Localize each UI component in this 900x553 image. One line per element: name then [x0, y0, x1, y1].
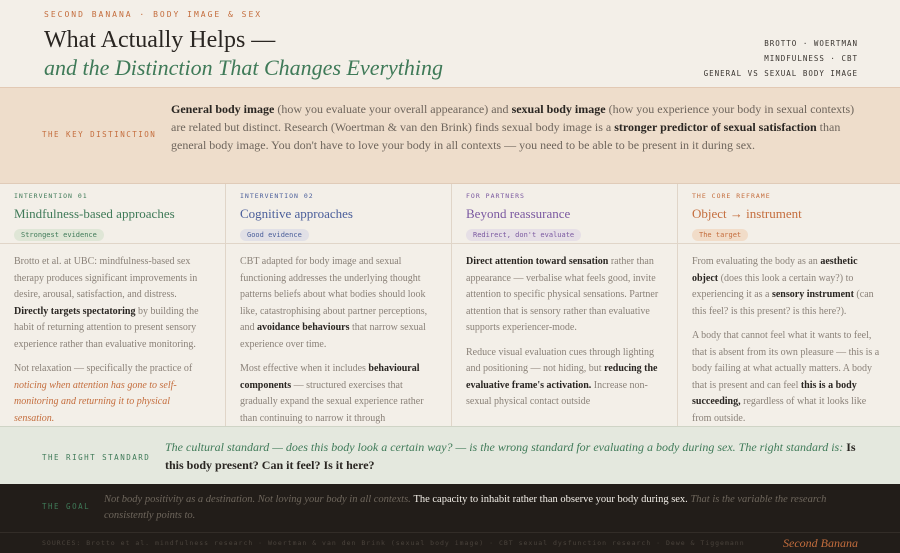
- card-text: Brotto et al. at UBC: mindfulness-based sex therapy produces significant improvements in desire, arousal, satisfaction, and distress.: [14, 256, 198, 300]
- goal-section: [0, 484, 900, 553]
- evidence-badge: Good evidence: [240, 229, 309, 241]
- card-tag: INTERVENTION 01: [14, 192, 88, 200]
- card-text: Not relaxation — specifically the practice of: [14, 363, 193, 374]
- goal-text-part: That is the variable the research consistently points to.: [104, 494, 827, 521]
- card-text: A body that cannot feel what it wants to feel, that is absent from its own pleasure — this is a body failing at what actually matters. A body that is present and can feel: [692, 330, 880, 391]
- card-text: Increase non-sexual physical contact outside: [466, 379, 648, 407]
- card-paragraph: [240, 254, 437, 353]
- card-text: (does this look a certain way?) to experiencing it as a: [692, 272, 854, 300]
- card-emphasis: avoidance behaviours: [256, 322, 350, 333]
- card-highlight: noticing when attention has gone to self-monitoring and returning it to physical sensation.: [14, 379, 177, 424]
- card-header: [678, 184, 900, 244]
- card-title: Object → instrument: [692, 206, 802, 221]
- header-tag: MINDFULNESS · CBT: [764, 54, 858, 63]
- goal-label: THE GOAL: [42, 502, 91, 511]
- card-emphasis: aesthetic object: [692, 256, 858, 284]
- standard-emphasis: Is this body present? Can it feel? Is it here?: [165, 440, 856, 472]
- right-standard-text: [165, 438, 865, 474]
- card-emphasis: this is a body succeeding,: [692, 379, 857, 407]
- card-text: rather than appearance — verbalise what feels good, invite attention to specific physical sensations. Partner attention that is sensory rather than evaluative supports experiencer-mode.: [466, 256, 659, 333]
- card-tag: INTERVENTION 02: [240, 192, 314, 200]
- card-body: [226, 244, 451, 426]
- divider: [0, 532, 900, 533]
- header-tag: GENERAL VS SEXUAL BODY IMAGE: [703, 69, 858, 78]
- card-emphasis: sensory instrument: [771, 289, 854, 300]
- header: [0, 0, 900, 88]
- card-paragraph: [466, 254, 663, 337]
- card-body: [678, 244, 900, 426]
- card-core-reframe: [678, 184, 900, 426]
- card-paragraph: [14, 361, 211, 426]
- card-body: [0, 244, 225, 426]
- card-emphasis: Directly targets spectatoring: [14, 305, 136, 317]
- header-kicker: SECOND BANANA · BODY IMAGE & SEX: [44, 10, 263, 19]
- card-text: regardless of what it looks like from outside.: [692, 396, 867, 424]
- key-distinction-label: THE KEY DISTINCTION: [42, 130, 157, 139]
- page-title: What Actually Helps —: [44, 27, 276, 53]
- key-term: stronger predictor of sexual satisfaction: [614, 120, 817, 134]
- key-text: than general body image. You don't have to love your body in all contexts — you need to be able to be present in it during sex.: [171, 120, 841, 152]
- key-text: (how you experience your body in sexual contexts) are related but distinct. Research (Woertman & van den Brink) finds sexual body image is a: [171, 102, 855, 134]
- card-mindfulness: [0, 184, 226, 426]
- card-emphasis: reducing the evaluative frame's activation.: [466, 363, 658, 391]
- goal-emphasis: The capacity to inhabit rather than observe your body during sex.: [413, 494, 688, 505]
- card-text: CBT adapted for body image and sexual functioning addresses the underlying thought patterns beliefs about what bodies should look like, catastrophising about partner perceptions, and: [240, 256, 428, 333]
- card-text: (can this feel? is this present? is this here?).: [692, 289, 874, 317]
- card-text: From evaluating the body as an: [692, 256, 821, 267]
- key-distinction-section: [0, 88, 900, 184]
- key-term: General body image: [171, 102, 275, 116]
- goal-text-part: Not body positivity as a destination. Not loving your body in all contexts.: [104, 494, 414, 505]
- card-title: Cognitive approaches: [240, 206, 353, 221]
- card-partners: [452, 184, 678, 426]
- card-text: by building the habit of returning attention to present sensory experience rather than evaluative monitoring.: [14, 305, 199, 350]
- card-text: — structured exercises that gradually expand the sexual experience rather than continuing to narrow it through: [240, 379, 424, 424]
- goal-text: [104, 492, 864, 524]
- card-paragraph: [14, 254, 211, 353]
- header-tag: BROTTO · WOERTMAN: [764, 39, 858, 48]
- card-tag: FOR PARTNERS: [466, 192, 525, 200]
- intervention-cards: [0, 184, 900, 426]
- key-term: sexual body image: [511, 102, 606, 116]
- card-paragraph: [692, 328, 886, 426]
- key-distinction-text: [171, 100, 861, 154]
- sources-footer: SOURCES: Brotto et al. mindfulness research · Woertman & van den Brink (sexual body image) · CBT sexual dysfunction research · Dewe & Tiggemann: [42, 539, 745, 547]
- card-title: Mindfulness-based approaches: [14, 206, 175, 221]
- evidence-badge: Redirect, don't evaluate: [466, 229, 581, 241]
- page-subtitle: and the Distinction That Changes Everything: [44, 55, 444, 80]
- header-tags: [704, 36, 858, 81]
- key-text: (how you evaluate your overall appearance) and: [274, 102, 512, 116]
- card-text: Most effective when it includes: [240, 363, 369, 374]
- card-text: Reduce visual evaluation cues through lighting and positioning — not hiding, but: [466, 346, 655, 374]
- evidence-badge: Strongest evidence: [14, 229, 104, 241]
- card-paragraph: [692, 254, 886, 320]
- brand-signature: Second Banana: [783, 536, 858, 550]
- card-emphasis: behavioural components: [240, 363, 420, 391]
- card-tag: THE CORE REFRAME: [692, 192, 771, 200]
- right-standard-section: [0, 426, 900, 484]
- card-emphasis: Direct attention toward sensation: [466, 256, 609, 267]
- evidence-badge: The target: [692, 229, 748, 241]
- card-header: [452, 184, 677, 244]
- card-header: [0, 184, 225, 244]
- standard-text: The cultural standard — does this body look a certain way? — is the wrong standard for evaluating a body during sex. The right standard is:: [165, 440, 847, 454]
- card-paragraph: [466, 345, 663, 411]
- card-cognitive: [226, 184, 452, 426]
- card-title: Beyond reassurance: [466, 206, 571, 221]
- card-header: [226, 184, 451, 244]
- card-paragraph: [240, 361, 437, 426]
- right-standard-label: THE RIGHT STANDARD: [42, 453, 151, 462]
- card-body: [452, 244, 677, 411]
- card-text: that narrow sexual experience over time.: [240, 322, 426, 350]
